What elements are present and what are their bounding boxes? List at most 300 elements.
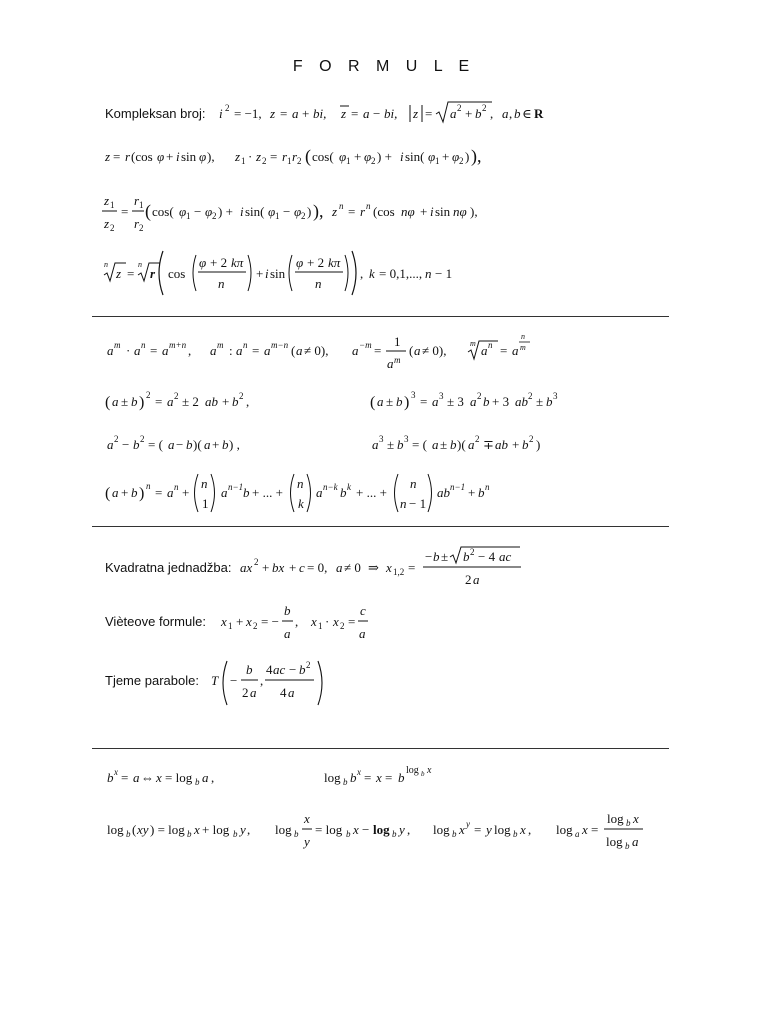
svg-text:a: a — [377, 394, 384, 409]
svg-text:r: r — [134, 193, 140, 208]
svg-text:),: ), — [471, 146, 482, 166]
svg-text:a: a — [316, 485, 323, 500]
svg-text:log: log — [433, 822, 450, 837]
svg-text:bi,: bi, — [384, 106, 398, 121]
svg-text:±: ± — [387, 437, 395, 452]
svg-text:cos(: cos( — [312, 149, 334, 164]
svg-text:n−1: n−1 — [228, 482, 244, 492]
quadratic-line — [0, 543, 768, 595]
svg-text:b: b — [126, 829, 131, 839]
svg-text:x: x — [114, 767, 118, 777]
svg-text:kπ: kπ — [231, 255, 244, 270]
svg-text:4: 4 — [266, 662, 273, 677]
svg-text:2: 2 — [146, 390, 151, 400]
svg-text:x: x — [386, 560, 392, 575]
svg-text:(cos: (cos — [373, 204, 395, 219]
svg-text:sin(: sin( — [405, 149, 425, 164]
svg-text:a: a — [363, 106, 370, 121]
svg-text:n: n — [400, 496, 407, 511]
svg-text:±: ± — [440, 437, 448, 452]
svg-text:−: − — [289, 662, 297, 677]
complex-line-4 — [0, 245, 768, 305]
svg-text:b: b — [397, 437, 404, 452]
svg-text:x: x — [633, 811, 639, 826]
svg-text:−: − — [283, 204, 291, 219]
svg-text:n: n — [521, 332, 525, 341]
svg-text:x: x — [427, 765, 432, 776]
svg-text:b: b — [478, 485, 485, 500]
svg-text:(: ( — [132, 822, 137, 837]
svg-text:i: i — [265, 266, 269, 281]
svg-text:+: + — [302, 106, 310, 121]
svg-text:,: , — [211, 770, 215, 785]
svg-text:a: a — [204, 437, 211, 452]
svg-text:,: , — [509, 106, 513, 121]
svg-text:a: a — [284, 626, 291, 641]
svg-text:−: − — [122, 437, 130, 452]
svg-text:·: · — [325, 614, 330, 629]
svg-text:x: x — [459, 822, 465, 837]
powers-line-2 — [0, 380, 768, 424]
svg-text:b: b — [626, 818, 631, 828]
svg-text:(cos: (cos — [131, 149, 153, 164]
svg-text:n: n — [138, 260, 142, 269]
svg-text:= 0,: = 0, — [307, 560, 328, 575]
svg-text:∓: ∓ — [483, 437, 494, 452]
svg-text:+: + — [442, 149, 450, 164]
svg-text:)(: )( — [193, 437, 202, 452]
svg-text:=: = — [385, 770, 393, 785]
svg-text:R: R — [534, 106, 544, 121]
svg-text:1: 1 — [186, 211, 191, 221]
svg-text:z: z — [256, 149, 262, 164]
svg-text:)(: )( — [457, 437, 466, 452]
svg-text:b: b — [243, 485, 250, 500]
svg-text:c: c — [360, 603, 366, 618]
svg-text:b: b — [222, 437, 229, 452]
svg-text:a: a — [632, 834, 639, 849]
svg-text:φ: φ — [339, 149, 347, 164]
svg-text:b: b — [195, 777, 200, 787]
svg-text:a: a — [432, 394, 439, 409]
svg-text:(: ( — [409, 343, 414, 358]
svg-text:n: n — [366, 201, 371, 211]
svg-text:b: b — [343, 777, 348, 787]
svg-text:z: z — [104, 193, 110, 208]
svg-text:x: x — [221, 614, 227, 629]
svg-text:ab: ab — [515, 394, 528, 409]
svg-text:2: 2 — [457, 103, 462, 113]
svg-text:z: z — [341, 106, 347, 121]
svg-text:sin: sin — [270, 266, 286, 281]
svg-text:(: ( — [105, 394, 111, 411]
svg-text:2: 2 — [475, 434, 480, 444]
svg-text:3: 3 — [379, 434, 384, 444]
svg-text:+: + — [465, 106, 473, 121]
svg-text:r: r — [125, 149, 131, 164]
svg-text:= log: = log — [315, 822, 343, 837]
svg-text:k: k — [298, 496, 304, 511]
svg-text:sin(: sin( — [245, 204, 265, 219]
svg-text:1: 1 — [110, 200, 115, 210]
svg-text:,: , — [360, 266, 364, 281]
svg-text:z: z — [235, 149, 241, 164]
svg-text:≠ 0),: ≠ 0), — [304, 343, 329, 358]
complex-label: Kompleksan broj: — [105, 106, 206, 121]
svg-text:b: b — [299, 662, 306, 677]
svg-text:bi,: bi, — [313, 106, 327, 121]
svg-text:r: r — [360, 204, 366, 219]
svg-text:): ) — [139, 394, 145, 411]
svg-text:2: 2 — [225, 103, 230, 113]
svg-text:z: z — [116, 266, 122, 281]
svg-text:+ log: + log — [202, 822, 230, 837]
svg-text:b: b — [107, 770, 114, 785]
svg-text:=: = — [113, 149, 121, 164]
svg-text:=: = — [150, 343, 158, 358]
svg-text:±: ± — [536, 394, 544, 409]
svg-text:c: c — [299, 560, 305, 575]
svg-text:,: , — [247, 822, 251, 837]
svg-text:b: b — [186, 437, 193, 452]
svg-text:2: 2 — [114, 434, 119, 444]
svg-text:a: a — [167, 394, 174, 409]
svg-text:b: b — [392, 829, 397, 839]
svg-text:≠ 0),: ≠ 0), — [422, 343, 447, 358]
svg-text:,: , — [246, 394, 250, 409]
svg-text:i: i — [219, 106, 223, 121]
svg-text:a: a — [336, 560, 343, 575]
svg-text:n: n — [315, 276, 322, 291]
svg-text:b: b — [452, 829, 457, 839]
svg-text:φ: φ — [428, 149, 436, 164]
svg-text:log: log — [373, 822, 390, 837]
svg-text:=: = — [420, 394, 428, 409]
svg-text:1: 1 — [139, 200, 144, 210]
svg-text:(: ( — [145, 201, 151, 221]
svg-text:) +: ) + — [377, 149, 392, 164]
svg-text:a: a — [250, 685, 257, 700]
svg-text:+ 3: + 3 — [492, 394, 510, 409]
svg-text:,: , — [528, 822, 532, 837]
svg-text:),: ), — [470, 204, 478, 219]
svg-text:b: b — [246, 662, 253, 677]
svg-text:− 1: − 1 — [435, 266, 453, 281]
svg-text:≠ 0: ≠ 0 — [344, 560, 361, 575]
svg-text:a: a — [359, 626, 366, 641]
svg-text:bx: bx — [272, 560, 285, 575]
svg-text:2: 2 — [262, 156, 267, 166]
svg-text:n: n — [174, 482, 179, 492]
svg-text:a: a — [481, 343, 488, 358]
svg-text:ab: ab — [437, 485, 450, 500]
vertex-line — [0, 655, 768, 711]
svg-text:n: n — [425, 266, 432, 281]
svg-text:1,2: 1,2 — [393, 567, 405, 577]
svg-text:m+n: m+n — [169, 340, 187, 350]
svg-text:b: b — [232, 394, 239, 409]
svg-text:x: x — [156, 770, 162, 785]
svg-text:1: 1 — [202, 496, 209, 511]
svg-text:z: z — [105, 149, 111, 164]
svg-text:a: a — [133, 770, 140, 785]
svg-text:xy: xy — [137, 822, 149, 837]
svg-text:+: + — [468, 485, 476, 500]
svg-text:b: b — [483, 394, 490, 409]
svg-text:1: 1 — [394, 334, 401, 349]
svg-text:± 3: ± 3 — [447, 394, 464, 409]
svg-text:a: a — [470, 394, 477, 409]
svg-text:n: n — [104, 260, 108, 269]
svg-text:n−1: n−1 — [450, 482, 466, 492]
svg-text:r: r — [150, 266, 156, 281]
section-divider — [92, 748, 669, 749]
svg-text:b: b — [546, 394, 553, 409]
svg-text:a: a — [296, 343, 303, 358]
svg-text:b: b — [421, 770, 425, 778]
svg-text:=: = — [348, 614, 356, 629]
svg-text:y: y — [486, 822, 492, 837]
svg-text:2: 2 — [529, 434, 534, 444]
svg-text:sin: sin — [435, 204, 451, 219]
svg-text:3: 3 — [439, 391, 444, 401]
svg-text:3: 3 — [404, 434, 409, 444]
complex-line-3 — [0, 187, 768, 237]
svg-text:1: 1 — [287, 156, 292, 166]
svg-text:+ 2: + 2 — [307, 255, 325, 270]
vertex-label: Tjeme parabole: — [105, 673, 199, 688]
svg-text:i: i — [240, 204, 244, 219]
svg-text:): ) — [536, 437, 541, 452]
svg-text:i: i — [400, 149, 404, 164]
svg-text:3: 3 — [411, 390, 416, 400]
svg-text:n: n — [201, 476, 208, 491]
svg-text:n: n — [243, 340, 248, 350]
svg-text:2: 2 — [459, 156, 464, 166]
svg-text:i: i — [176, 149, 180, 164]
svg-text:1: 1 — [346, 156, 351, 166]
svg-text:a: a — [288, 685, 295, 700]
svg-text:+ ... +: + ... + — [356, 485, 387, 500]
svg-text:m: m — [114, 340, 121, 350]
svg-text:z: z — [270, 106, 276, 121]
svg-text:1: 1 — [275, 211, 280, 221]
svg-text:+: + — [512, 437, 520, 452]
svg-text:kπ: kπ — [328, 255, 341, 270]
svg-text:= 0,1,...,: = 0,1,..., — [379, 266, 423, 281]
svg-text:2: 2 — [306, 660, 311, 670]
svg-text:φ: φ — [205, 204, 213, 219]
powers-line-1 — [0, 328, 768, 378]
svg-text:a: a — [468, 437, 475, 452]
svg-text:− 4: − 4 — [478, 549, 496, 564]
svg-text:n: n — [297, 476, 304, 491]
svg-text:a: a — [473, 572, 480, 587]
svg-text:m: m — [520, 343, 526, 352]
svg-text:a: a — [264, 343, 271, 358]
svg-text:a: a — [112, 394, 119, 409]
svg-text:b: b — [294, 829, 299, 839]
svg-text:z: z — [104, 216, 110, 231]
svg-text:=: = — [374, 343, 382, 358]
svg-text:φ: φ — [294, 204, 302, 219]
svg-text:2: 2 — [254, 557, 259, 567]
svg-text:φ: φ — [179, 204, 187, 219]
svg-text:a: a — [221, 485, 228, 500]
svg-text:log: log — [275, 822, 292, 837]
svg-text:),: ), — [207, 149, 215, 164]
svg-text:2: 2 — [174, 391, 179, 401]
svg-text:1: 1 — [435, 156, 440, 166]
svg-text:= log: = log — [165, 770, 193, 785]
svg-text:(: ( — [105, 485, 111, 502]
svg-text:2: 2 — [212, 211, 217, 221]
svg-text:,: , — [295, 614, 299, 629]
svg-text:m: m — [470, 339, 476, 348]
svg-text:T: T — [211, 673, 219, 688]
svg-text:ab: ab — [495, 437, 508, 452]
svg-text:a: a — [372, 437, 379, 452]
svg-text:3: 3 — [553, 391, 558, 401]
svg-text:k: k — [347, 482, 351, 492]
svg-text:y: y — [466, 819, 470, 829]
svg-text::: : — [229, 343, 233, 358]
svg-text:φ: φ — [364, 149, 372, 164]
svg-text:x: x — [311, 614, 317, 629]
svg-text:) ,: ) , — [229, 437, 240, 452]
svg-text:m−n: m−n — [271, 340, 289, 350]
svg-text:b: b — [625, 841, 630, 851]
svg-text:x: x — [376, 770, 382, 785]
svg-text:+ 2: + 2 — [210, 255, 228, 270]
svg-text:±: ± — [121, 394, 129, 409]
svg-text:nφ: nφ — [401, 204, 415, 219]
svg-text:n: n — [218, 276, 225, 291]
svg-text:): ) — [465, 149, 470, 164]
vieta-label: Vièteove formule: — [105, 614, 206, 629]
svg-text:± 2: ± 2 — [182, 394, 199, 409]
svg-text:a: a — [414, 343, 421, 358]
svg-text:=: = — [425, 106, 433, 121]
svg-text:=: = — [252, 343, 260, 358]
svg-text:x: x — [246, 614, 252, 629]
svg-text:+: + — [354, 149, 362, 164]
svg-text:b: b — [340, 485, 347, 500]
svg-text:φ: φ — [452, 149, 460, 164]
svg-text:y: y — [240, 822, 246, 837]
svg-text:ab: ab — [205, 394, 218, 409]
svg-text:): ) — [307, 204, 312, 219]
svg-text:n: n — [485, 482, 490, 492]
svg-text:4: 4 — [280, 685, 287, 700]
svg-text:x: x — [333, 614, 339, 629]
svg-text:y: y — [399, 822, 405, 837]
svg-text:+: + — [236, 614, 244, 629]
svg-text:nφ: nφ — [453, 204, 467, 219]
svg-text:b: b — [514, 106, 521, 121]
svg-text:r: r — [292, 149, 298, 164]
svg-text:n: n — [146, 481, 151, 491]
svg-text:=: = — [155, 394, 163, 409]
svg-text:x: x — [582, 822, 588, 837]
svg-text:·: · — [126, 343, 131, 358]
section-divider — [92, 526, 669, 527]
vieta-line — [0, 600, 768, 646]
svg-text:i: i — [430, 204, 434, 219]
svg-text:b: b — [131, 394, 138, 409]
svg-text:b: b — [450, 437, 457, 452]
svg-text:a: a — [292, 106, 299, 121]
svg-text:φ: φ — [199, 255, 207, 270]
svg-text:+: + — [289, 560, 297, 575]
svg-text:= (: = ( — [148, 437, 163, 452]
svg-text:−: − — [194, 204, 202, 219]
svg-text:b: b — [350, 770, 357, 785]
svg-text:+: + — [182, 485, 190, 500]
svg-text:a: a — [575, 829, 580, 839]
svg-text:2: 2 — [139, 223, 144, 233]
svg-text:n: n — [410, 476, 417, 491]
svg-text:m: m — [217, 340, 224, 350]
svg-text:,: , — [188, 343, 192, 358]
svg-text:=: = — [121, 770, 129, 785]
svg-text:1: 1 — [241, 156, 246, 166]
svg-text:b: b — [131, 485, 138, 500]
svg-text:k: k — [369, 266, 375, 281]
svg-text:a: a — [162, 343, 169, 358]
svg-text:(: ( — [370, 394, 376, 411]
svg-text:φ: φ — [296, 255, 304, 270]
svg-text:b: b — [513, 829, 518, 839]
svg-text:): ) — [139, 485, 145, 502]
svg-text:=: = — [348, 204, 356, 219]
svg-text:φ: φ — [199, 149, 207, 164]
svg-text:cos(: cos( — [152, 204, 174, 219]
svg-text:b: b — [398, 770, 405, 785]
svg-text:2: 2 — [340, 621, 345, 631]
svg-text:∈: ∈ — [522, 106, 532, 121]
svg-text:b: b — [233, 829, 238, 839]
svg-text:a: a — [236, 343, 243, 358]
svg-text:φ: φ — [268, 204, 276, 219]
svg-text:z: z — [413, 106, 419, 121]
svg-text:·: · — [248, 149, 253, 164]
svg-text:ac: ac — [273, 662, 286, 677]
svg-text:log: log — [606, 834, 623, 849]
svg-text:⇒: ⇒ — [368, 560, 379, 575]
svg-text:log: log — [324, 770, 341, 785]
svg-text:−: − — [425, 549, 433, 564]
svg-text:2: 2 — [253, 621, 258, 631]
svg-text:=: = — [591, 822, 599, 837]
svg-text:−m: −m — [359, 340, 372, 350]
svg-text:a: a — [432, 437, 439, 452]
svg-text:a: a — [134, 343, 141, 358]
svg-text:log: log — [107, 822, 124, 837]
svg-text:2: 2 — [371, 156, 376, 166]
svg-text:z: z — [332, 204, 338, 219]
svg-text:n−k: n−k — [323, 482, 338, 492]
svg-text:n: n — [488, 340, 493, 350]
svg-text:=: = — [127, 266, 135, 281]
svg-text:2: 2 — [528, 391, 533, 401]
svg-text:n: n — [339, 201, 344, 211]
svg-text:b: b — [463, 549, 470, 564]
svg-text:2: 2 — [242, 685, 249, 700]
svg-text:+: + — [256, 266, 264, 281]
svg-text:,: , — [490, 106, 494, 121]
page-title: F O R M U L E — [292, 58, 476, 75]
